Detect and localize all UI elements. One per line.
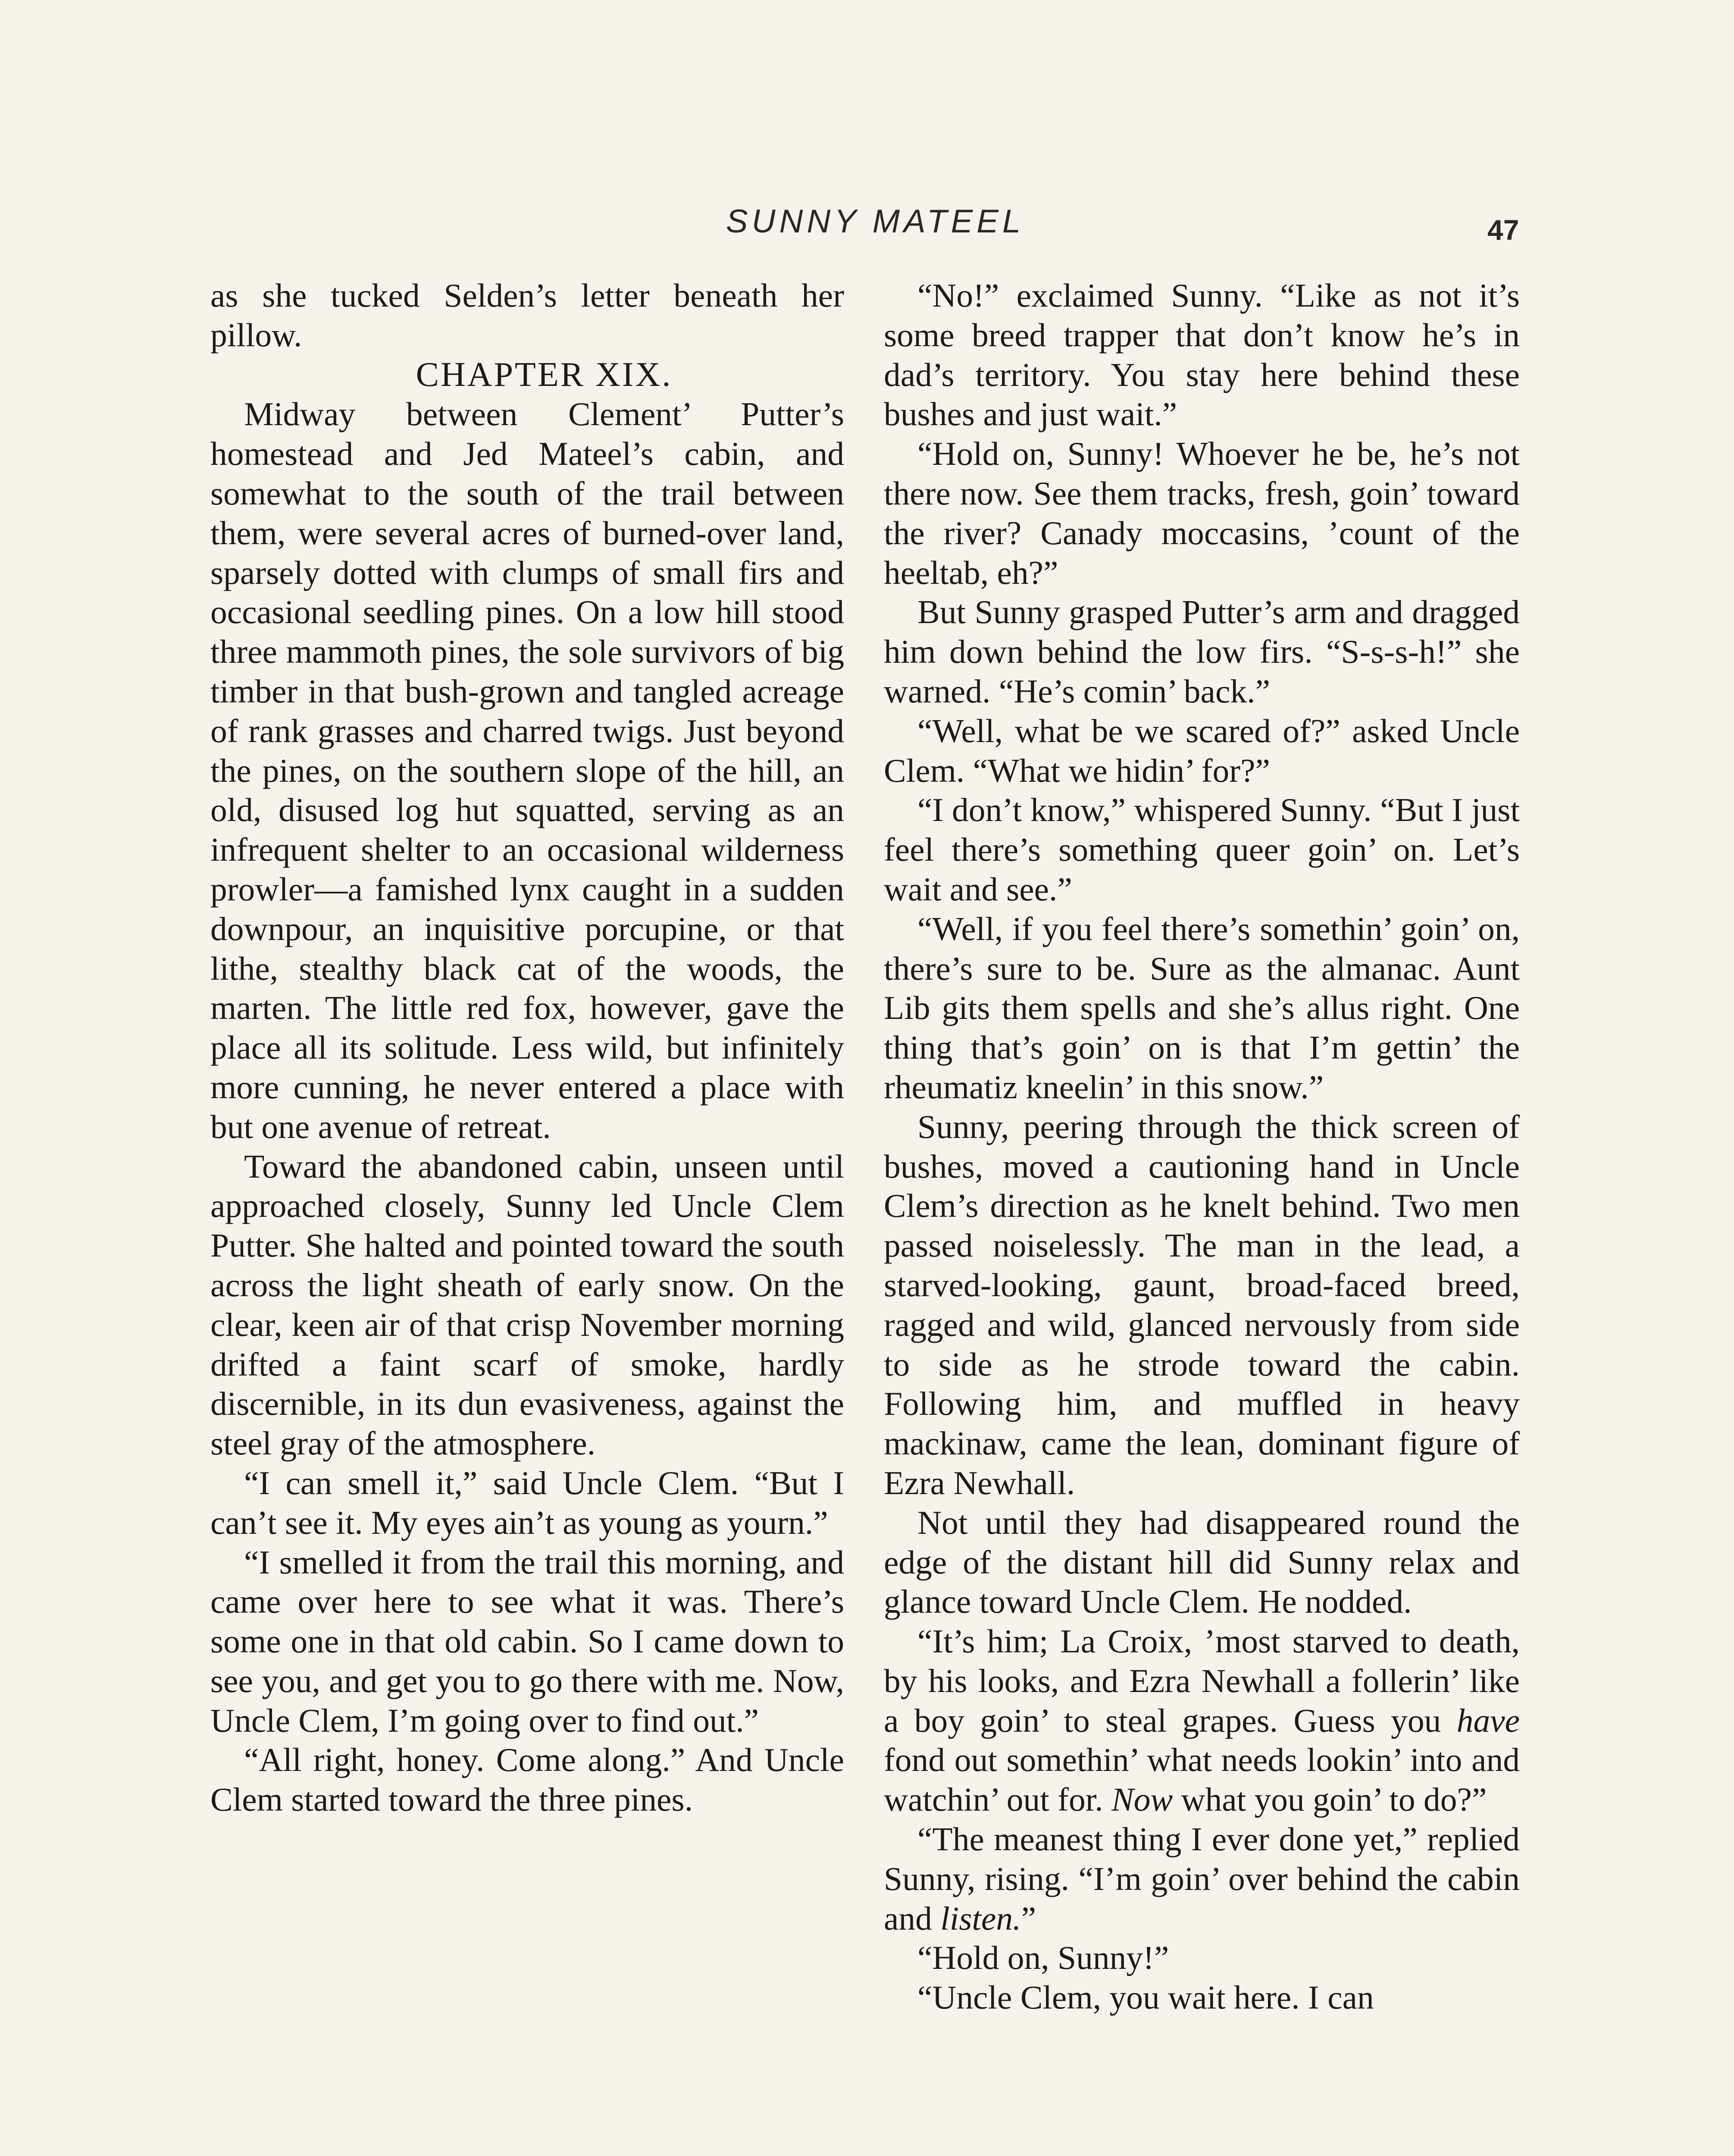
paragraph: “I smelled it from the trail this morning, and came over here to see what it was. There’s some one in that old cabin. So I came down to see you, and get you to go there with me. Now, Uncle Clem, I’m going over to find out.” (210, 1543, 844, 1739)
paragraph: “Well, what be we scared of?” asked Uncle Clem. “What we hidin’ for?” (884, 712, 1520, 789)
paragraph (884, 1820, 1520, 1938)
paragraph: Not until they had disappeared round the edge of the distant hill did Sunny relax and glance toward Uncle Clem. He nodded. (884, 1504, 1520, 1620)
running-header-title: SUNNY MATEEL (726, 203, 1025, 240)
italic-text: have (1456, 1702, 1520, 1739)
paragraph: Midway between Clement’ Putter’s homestead and Jed Mateel’s cabin, and somewhat to the south of the trail between them, were several acres of burned-over land, sparsely dotted with clumps of small firs and occasional seedling pines. On a low hill stood three mammoth pines, the sole survivors of big timber in that bush-grown and tangled acreage of rank grasses and charred twigs. Just beyond the pines, on the southern slope of the hill, an old, disused log hut squatted, serving as an infrequent shelter to an occasional wilderness prowler—a famished lynx caught in a sudden downpour, an inquisitive porcupine, or that lithe, stealthy black cat of the woods, the marten. The little red fox, however, gave the place all its solitude. Less wild, but infinitely more cunning, he never entered a place with but one avenue of retreat. (210, 395, 844, 1145)
chapter-heading: CHAPTER XIX. (416, 355, 673, 394)
text-run: ” (1021, 1899, 1036, 1937)
text-run: “The meanest thing I ever done yet,” replied Sunny, rising. “I’m goin’ over behind the cabin and (884, 1821, 1520, 1937)
page-number: 47 (1487, 214, 1519, 246)
paragraph: “I can smell it,” said Uncle Clem. “But I can’t see it. My eyes ain’t as young as yourn.” (210, 1464, 844, 1541)
paragraph (884, 1622, 1520, 1820)
left-text-column (210, 276, 844, 1820)
paragraph: “Hold on, Sunny!” (917, 1939, 1169, 1977)
text-run: fond out somethin’ what needs lookin’ into and watchin’ out for. (884, 1741, 1520, 1818)
paragraph: Sunny, peering through the thick screen of bushes, moved a cautioning hand in Uncle Clem’s direction as he knelt behind. Two men passed noiselessly. The man in the lead, a starved-looking, gaunt, broad-faced breed, ragged and wild, glanced nervously from side to side as he strode toward the cabin. Following him, and muffled in heavy mackinaw, came the lean, dominant figure of Ezra Newhall. (884, 1108, 1520, 1501)
paragraph: But Sunny grasped Putter’s arm and dragged him down behind the low firs. “S-s-s-h!” she warned. “He’s comin’ back.” (884, 593, 1520, 710)
italic-text: listen. (940, 1899, 1021, 1937)
italic-text: Now (1111, 1781, 1173, 1818)
text-run: “It’s him; La Croix, ’most starved to death, by his looks, and Ezra Newhall a follerin’ like a boy goin’ to steal grapes. Guess you (884, 1623, 1520, 1739)
continued-paragraph: as she tucked Selden’s letter beneath her pillow. (210, 277, 844, 354)
paragraph: “Well, if you feel there’s somethin’ goin’ on, there’s sure to be. Sure as the almanac. Aunt Lib gits them spells and she’s allus right. One thing that’s goin’ on is that I’m gettin’ the rheumatiz kneelin’ in this snow.” (884, 910, 1520, 1106)
paragraph: “Uncle Clem, you wait here. I can (917, 1979, 1374, 2016)
paragraph: “I don’t know,” whispered Sunny. “But I just feel there’s something queer goin’ on. Let’s wait and see.” (884, 791, 1520, 908)
paragraph: “No!” exclaimed Sunny. “Like as not it’s some breed trapper that don’t know he’s in dad’s territory. You stay here behind these bushes and just wait.” (884, 277, 1520, 433)
paragraph: “Hold on, Sunny! Whoever he be, he’s not there now. See them tracks, fresh, goin’ toward the river? Canady moccasins, ’count of the heeltab, eh?” (884, 435, 1520, 591)
paragraph: Toward the abandoned cabin, unseen until approached closely, Sunny led Uncle Clem Putter. She halted and pointed toward the south across the light sheath of early snow. On the clear, keen air of that crisp November morning drifted a faint scarf of smoke, hardly discernible, in its dun evasiveness, against the steel gray of the atmosphere. (210, 1147, 844, 1462)
paragraph: “All right, honey. Come along.” And Uncle Clem started toward the three pines. (210, 1741, 844, 1818)
right-text-column (884, 276, 1520, 2018)
text-run: what you goin’ to do?” (1173, 1781, 1487, 1818)
